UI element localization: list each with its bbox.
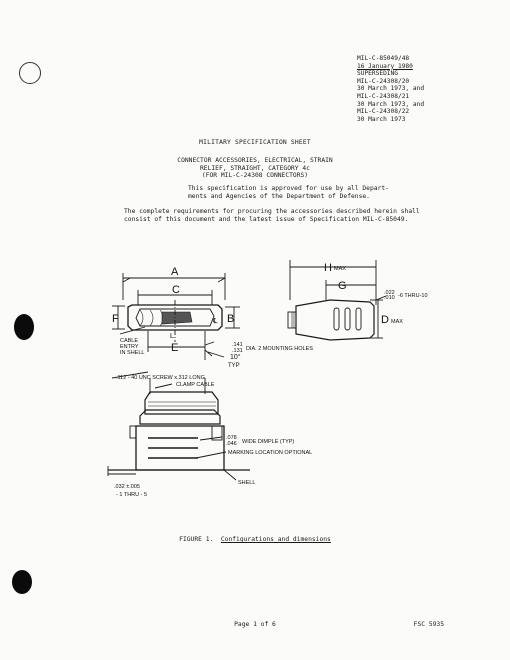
angle-label: 10° bbox=[230, 354, 241, 361]
dim-label-H: H bbox=[324, 262, 332, 274]
thickness-thru: - 1 THRU - 5 bbox=[116, 492, 148, 498]
centerline-mark: ℄ bbox=[213, 318, 218, 325]
sheet-title: MILITARY SPECIFICATION SHEET bbox=[199, 139, 311, 146]
clamp-label: CLAMP CABLE bbox=[176, 382, 215, 388]
typ-label: TYP bbox=[228, 363, 240, 369]
thru-label: -6 THRU-10 bbox=[398, 293, 428, 299]
thickness-dim: .032 ±.005 bbox=[114, 484, 140, 490]
marking-note: MARKING LOCATION OPTIONAL bbox=[228, 450, 313, 456]
superseding-label: SUPERSEDING bbox=[357, 70, 398, 78]
doc-date: 16 January 1980 bbox=[357, 62, 413, 70]
cable-entry-label: IN SHELL bbox=[120, 350, 145, 356]
subtitle-line: RELIEF, STRAIGHT, CATEGORY 4c bbox=[200, 164, 310, 172]
max-label: MAX bbox=[391, 319, 403, 325]
hole-note: DIA. 2 MOUNTING HOLES bbox=[246, 346, 313, 352]
centerline-mark: L bbox=[170, 333, 174, 340]
dimple-note: WIDE DIMPLE (TYP) bbox=[242, 439, 295, 445]
dim-label-E: E bbox=[171, 342, 179, 354]
shell-label: SHELL bbox=[238, 480, 256, 486]
dim-label-B: B bbox=[227, 313, 235, 325]
requirements-line: The complete requirements for procuring the accessories described herein shall bbox=[124, 208, 420, 215]
subtitle-line: CONNECTOR ACCESSORIES, ELECTRICAL, STRAIN bbox=[177, 157, 333, 164]
dim-label-G: G bbox=[338, 280, 347, 292]
superseded-date: 30 March 1973, and bbox=[357, 85, 425, 93]
superseded-date: 30 March 1973 bbox=[357, 115, 406, 123]
approval-line: ments and Agencies of the Department of Defense. bbox=[188, 192, 370, 200]
caption-text: Configurations and dimensions bbox=[220, 536, 331, 543]
approval-line: This specification is approved for use by all Depart- bbox=[188, 185, 389, 192]
superseded-date: 30 March 1973, and bbox=[357, 100, 425, 108]
superseded-doc: MIL-C-24308/21 bbox=[357, 92, 410, 100]
page-number: Page 1 of 6 bbox=[234, 621, 276, 628]
side-dim-lower: .010 bbox=[384, 295, 395, 301]
dimple-dim-lower: .046 bbox=[226, 441, 237, 447]
side-view bbox=[288, 260, 386, 340]
fsc-code: FSC 5935 bbox=[413, 621, 444, 628]
dim-label-C: C bbox=[172, 284, 180, 296]
superseded-doc: MIL-C-24308/20 bbox=[357, 77, 410, 85]
doc-number: MIL-C-85049/48 bbox=[357, 55, 410, 62]
cable-entry-label: ENTRY bbox=[120, 344, 139, 350]
screw-note: .112 - 40 UNC SCREW x.312 LONG bbox=[116, 375, 205, 381]
caption-prefix: FIGURE 1. bbox=[179, 536, 214, 543]
superseded-doc: MIL-C-24308/22 bbox=[357, 108, 410, 116]
dim-label-F: F bbox=[112, 313, 119, 325]
side-dim-upper: .022 bbox=[384, 290, 395, 296]
figure-caption bbox=[0, 536, 510, 543]
subtitle-line: (FOR MIL-C-24308 CONNECTORS) bbox=[201, 172, 309, 180]
dim-label-D: D bbox=[381, 314, 389, 326]
dim-label-A: A bbox=[171, 266, 179, 278]
max-label: MAX bbox=[334, 266, 346, 272]
hole-dim-upper: .141 bbox=[232, 342, 243, 348]
dimple-dim-upper: .078 bbox=[226, 435, 237, 441]
requirements-line: consist of this document and the latest issue of Specification MIL-C-85049. bbox=[124, 215, 409, 223]
hole-dim-lower: .131 bbox=[232, 348, 243, 354]
cable-entry-label: CABLE bbox=[120, 338, 139, 344]
front-view bbox=[108, 372, 250, 480]
